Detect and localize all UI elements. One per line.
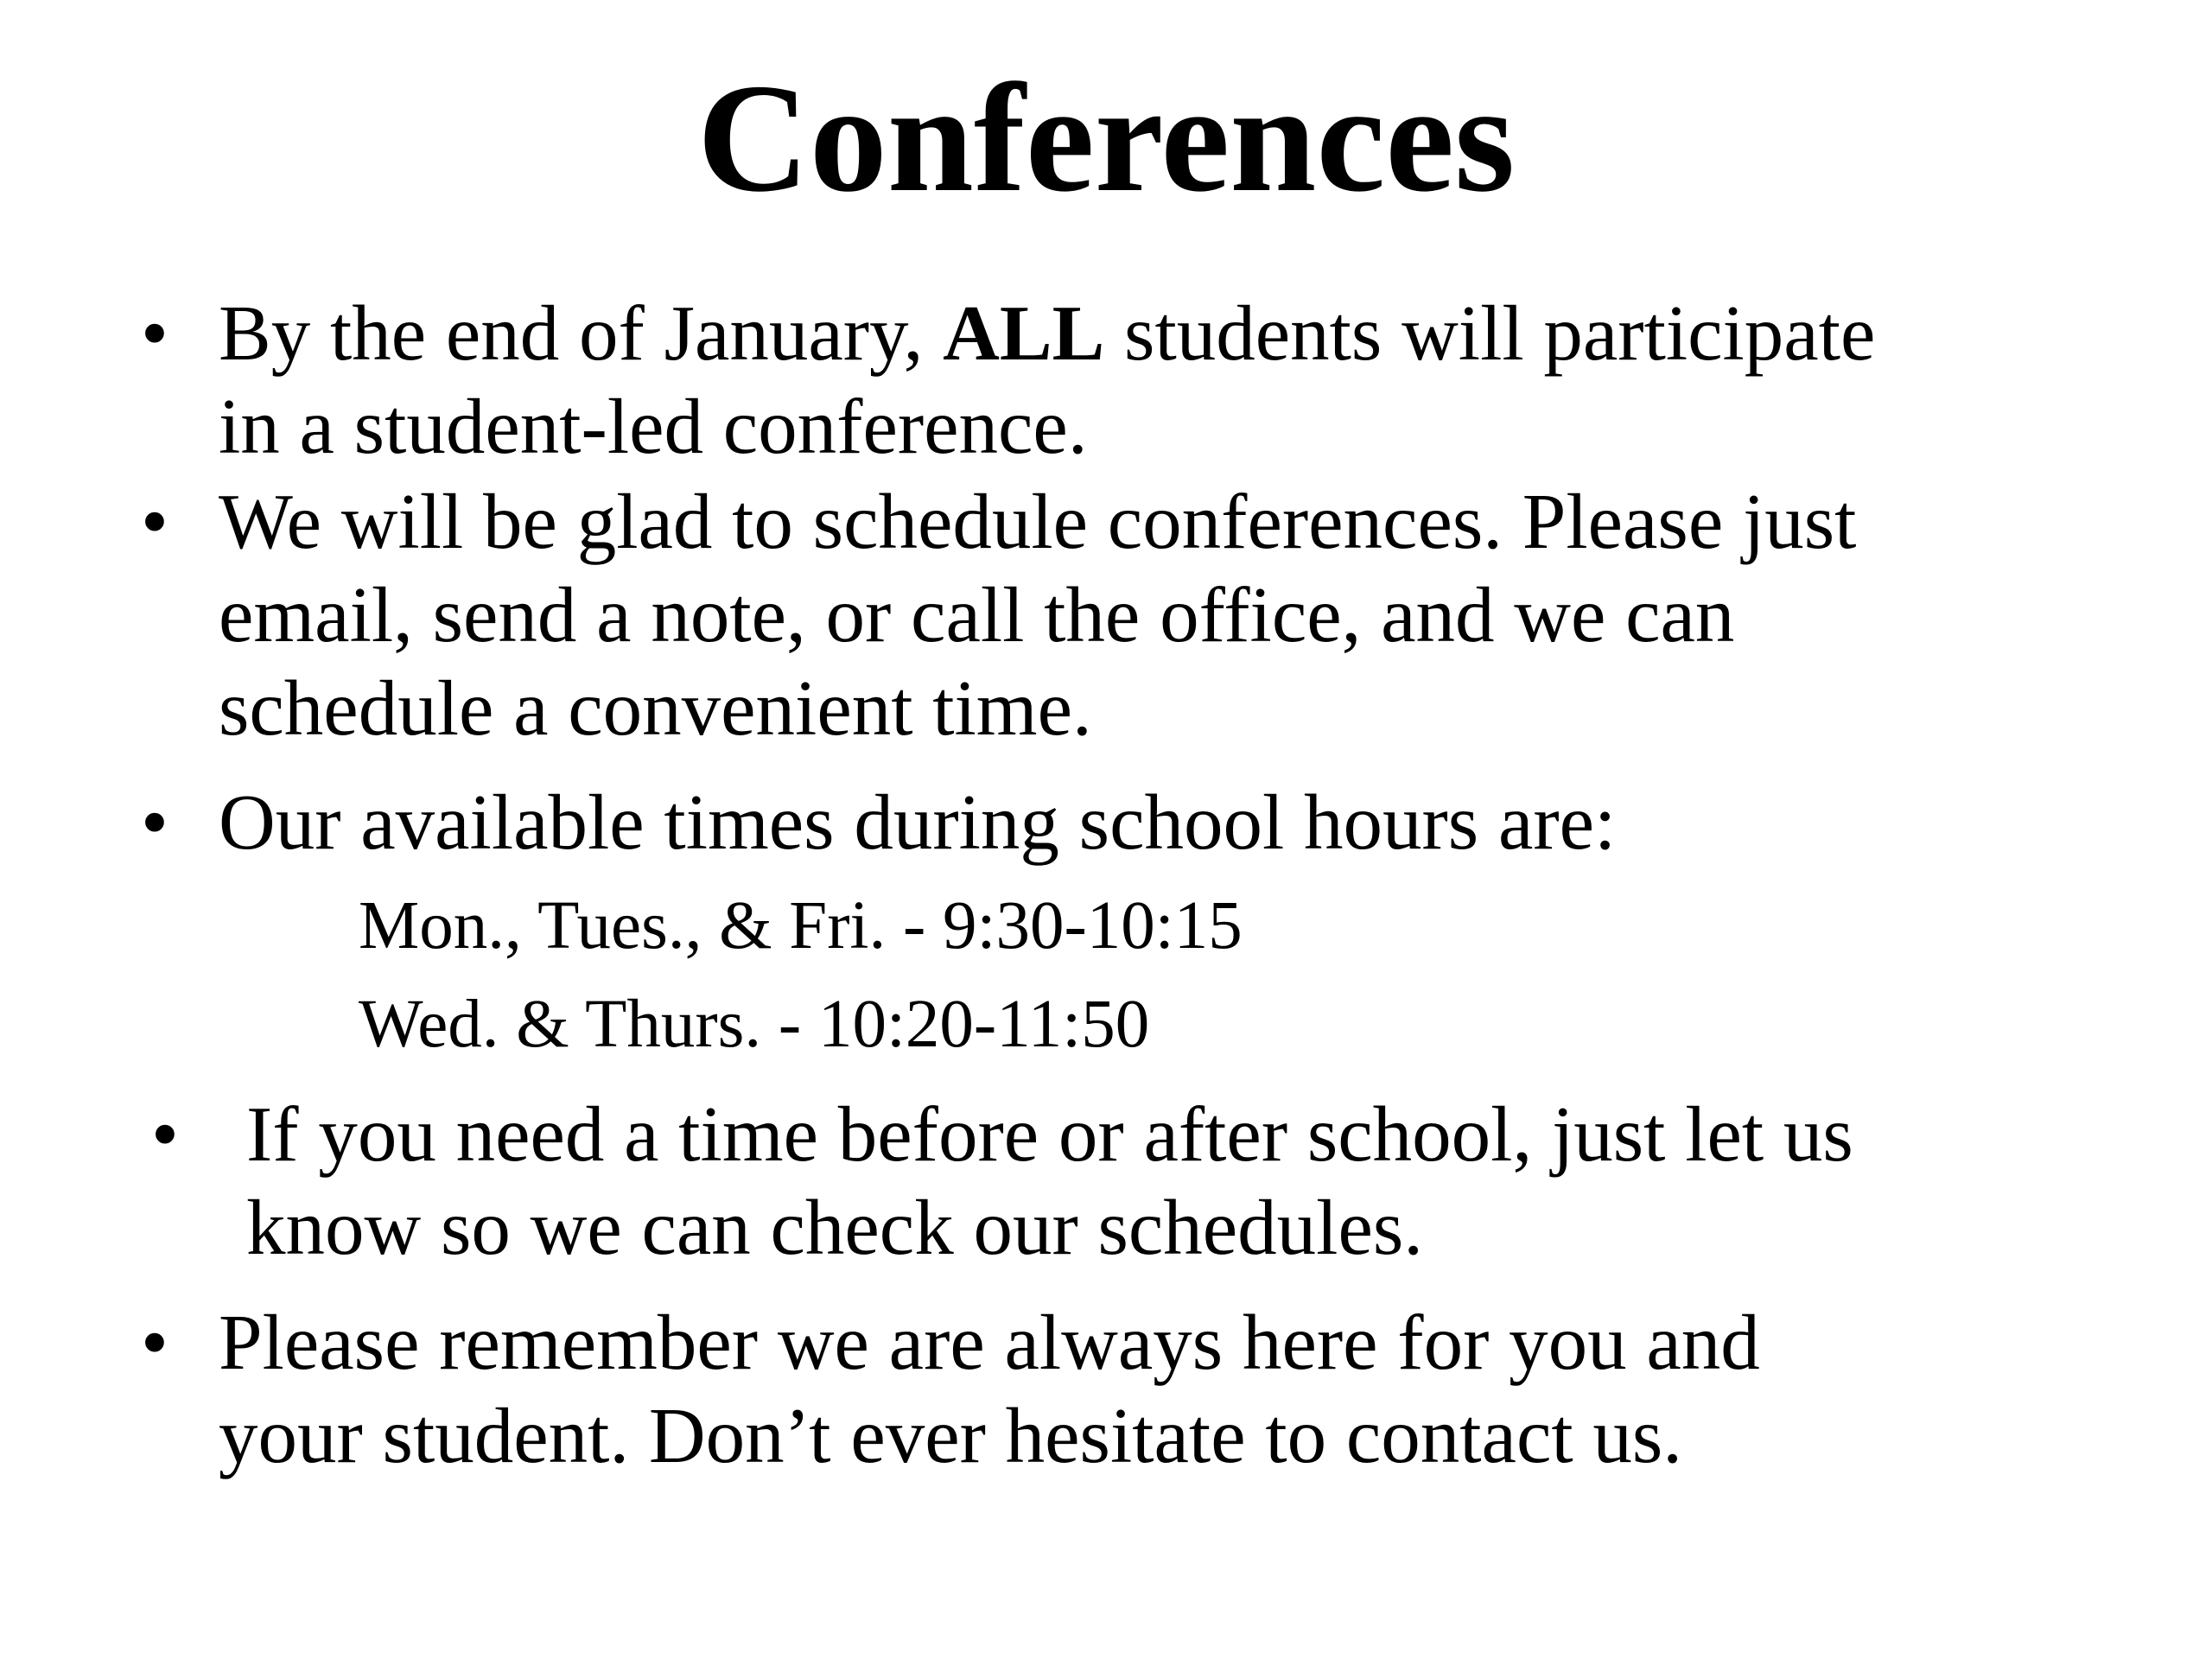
bullet-line: email, send a note, or call the office, and we can <box>219 571 1735 658</box>
time-slot-wed-thurs: Wed. & Thurs. - 10:20-11:50 <box>359 987 1150 1062</box>
bullet-line: Please remember we are always here for you and <box>219 1299 1760 1386</box>
bullet-dot: • <box>141 289 168 377</box>
bullet-line: schedule a convenient time. <box>219 664 1092 752</box>
bullet-item-end-of-january <box>141 287 1876 474</box>
emphasis-all: ALL <box>943 289 1105 377</box>
bullet-item-always-here <box>141 1296 1760 1483</box>
bullet-line: Our available times during school hours are: <box>219 779 1617 866</box>
bullet-item-before-after-school <box>151 1088 1853 1274</box>
bullet-dot: • <box>141 779 168 866</box>
bullet-item-schedule-conferences <box>141 475 1857 755</box>
bullet-dot: • <box>141 1299 168 1386</box>
page-title: Conferences <box>696 52 1516 224</box>
time-slot-mon-tues-fri: Mon., Tues., & Fri. - 9:30-10:15 <box>359 888 1243 963</box>
bullet-line: We will be glad to schedule conferences. Please just <box>219 478 1857 565</box>
bullet-line: By the end of January, ALL students will participate <box>219 289 1876 377</box>
bullet-dot: • <box>151 1090 179 1178</box>
bullet-line: know so we can check our schedules. <box>246 1184 1424 1271</box>
bullet-line: If you need a time before or after school, just let us <box>246 1090 1853 1178</box>
bullet-item-available-times <box>141 776 1617 869</box>
bullet-line: in a student-led conference. <box>219 383 1088 470</box>
bullet-dot: • <box>141 478 168 565</box>
bullet-line: your student. Don’t ever hesitate to contact us. <box>219 1392 1683 1479</box>
